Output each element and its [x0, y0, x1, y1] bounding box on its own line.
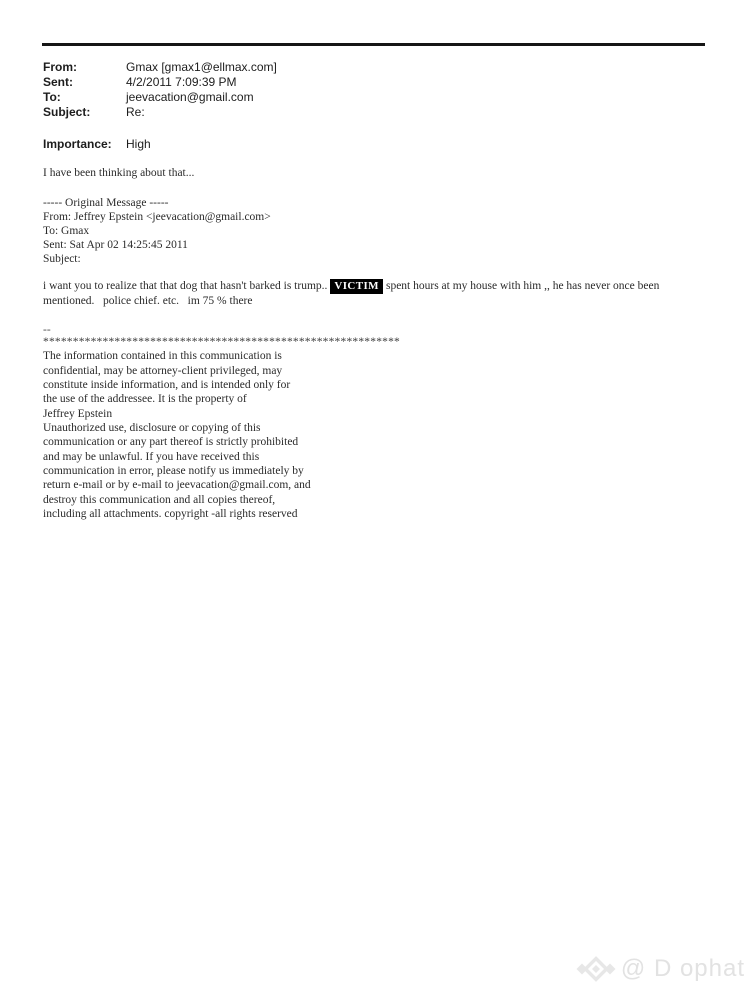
- importance-value: High: [126, 137, 151, 151]
- body-text-after-redaction: spent hours at my house with him ,, he has never once been: [385, 280, 660, 292]
- asterisk-separator: ************************************************************: [43, 336, 400, 348]
- disclaimer-line: communication in error, please notify us immediately by: [43, 465, 304, 478]
- header-row-from: [43, 60, 277, 75]
- disclaimer-line: communication or any part thereof is strictly prohibited: [43, 436, 299, 449]
- to-label: To:: [43, 90, 61, 104]
- original-message-from: From: Jeffrey Epstein <jeevacation@gmail.com>: [43, 211, 271, 224]
- watermark-handle: @ D ophat: [620, 955, 745, 982]
- header-divider-rule: [42, 43, 705, 46]
- body-text-before-redaction: i want you to realize that that dog that hasn't barked is trump..: [43, 280, 328, 292]
- from-label: From:: [43, 60, 77, 74]
- original-message-block: [43, 196, 271, 266]
- importance-label: Importance:: [43, 137, 112, 151]
- signature-dashes: --: [43, 324, 51, 336]
- reply-intro-line: I have been thinking about that...: [43, 167, 195, 179]
- original-message-to: To: Gmax: [43, 225, 90, 238]
- disclaimer-line: and may be unlawful. If you have received this: [43, 450, 260, 463]
- message-body: [43, 279, 743, 309]
- original-message-subject: Subject:: [43, 253, 81, 266]
- disclaimer-block: [43, 335, 400, 521]
- original-message-sent: Sent: Sat Apr 02 14:25:45 2011: [43, 239, 188, 252]
- sent-label: Sent:: [43, 75, 73, 89]
- header-row-sent: [43, 75, 277, 90]
- sent-value: 4/2/2011 7:09:39 PM: [126, 75, 237, 89]
- diamond-logo-icon: [576, 952, 616, 986]
- header-row-importance: [43, 137, 151, 152]
- to-value: jeevacation@gmail.com: [126, 90, 254, 104]
- message-body-line1: [43, 279, 743, 294]
- disclaimer-line: constitute inside information, and is intended only for: [43, 379, 291, 392]
- header-row-to: [43, 90, 277, 105]
- watermark: [576, 952, 745, 986]
- disclaimer-line: including all attachments. copyright -all rights reserved: [43, 508, 298, 521]
- disclaimer-line: Unauthorized use, disclosure or copying of this: [43, 422, 261, 435]
- disclaimer-line: Jeffrey Epstein: [43, 407, 113, 420]
- email-header-block: [43, 60, 277, 120]
- subject-value: Re:: [126, 105, 145, 119]
- header-row-subject: [43, 105, 277, 120]
- disclaimer-line: The information contained in this communication is: [43, 350, 282, 363]
- subject-label: Subject:: [43, 105, 91, 119]
- disclaimer-line: return e-mail or by e-mail to jeevacation@gmail.com, and: [43, 479, 311, 492]
- victim-redaction-box: VICTIM: [330, 279, 383, 294]
- disclaimer-line: the use of the addressee. It is the property of: [43, 393, 247, 406]
- disclaimer-line: destroy this communication and all copies thereof,: [43, 493, 276, 506]
- message-body-line2: mentioned. police chief. etc. im 75 % there: [43, 295, 253, 307]
- original-message-separator: ----- Original Message -----: [43, 197, 169, 209]
- from-value: Gmax [gmax1@ellmax.com]: [126, 60, 277, 74]
- disclaimer-line: confidential, may be attorney-client privileged, may: [43, 364, 283, 377]
